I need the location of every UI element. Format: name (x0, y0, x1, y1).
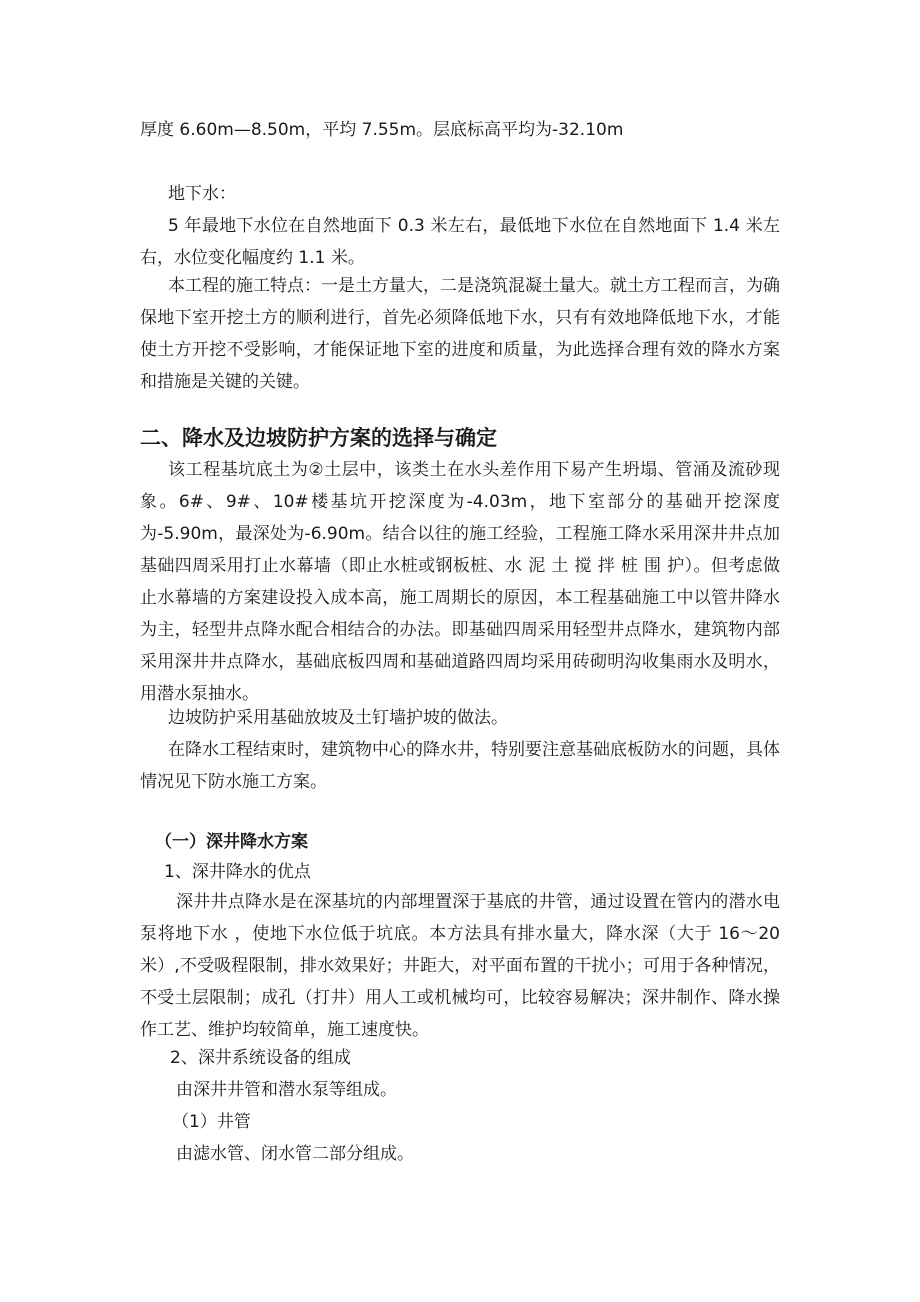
paragraph-slope: 边坡防护采用基础放坡及土钉墙护坡的做法。 (168, 708, 508, 728)
list-item-pipe: （1）井管 (172, 1112, 251, 1132)
paragraph-components: 由深井井管和潜水泵等组成。 (176, 1080, 397, 1100)
list-item-2: 2、深井系统设备的组成 (170, 1048, 351, 1068)
paragraph-pipe: 由滤水管、闭水管二部分组成。 (176, 1144, 414, 1164)
paragraph-groundwater: 5 年最地下水位在自然地面下 0.3 米左右，最低地下水位在自然地面下 1.4 米左右，水位变化幅度约 1.1 米。 (140, 216, 780, 268)
list-item-1: 1、深井降水的优点 (164, 862, 311, 882)
paragraph-scheme: 该工程基坑底土为②土层中，该类土在水头差作用下易产生坍塌、管涌及流砂现象。6#、9#、10#楼基坑开挖深度为-4.03m，地下室部分的基础开挖深度为-5.90m，最深处为-6.90m。结合以往的施工经验，工程施工降水采用深井井点加基础四周采用打止水幕墙（即止水桩或钢板桩、水 泥 土 搅 拌 桩 围 护）。但考虑做止水幕墙的方案建设投入成本高，施工周期长的原因，本工程基础施工中以管井降水为主，轻型井点降水配合相结合的办法。即基础四周采用轻型井点降水，建筑物内部采用深井井点降水，基础底板四周和基础道路四周均采用砖砌明沟收集雨水及明水，用潜水泵抽水。 (140, 460, 780, 704)
paragraph-end: 在降水工程结束时，建筑物中心的降水井，特别要注意基础底板防水的问题，具体情况见下防水施工方案。 (140, 740, 780, 792)
groundwater-label: 地下水： (168, 184, 236, 204)
paragraph-thickness: 厚度 6.60m—8.50m，平均 7.55m。层底标高平均为-32.10m (140, 120, 624, 140)
section-heading: 二、降水及边坡防护方案的选择与确定 (140, 426, 497, 450)
paragraph-features: 本工程的施工特点：一是土方量大，二是浇筑混凝土量大。就土方工程而言，为确保地下室开挖土方的顺利进行，首先必须降低地下水，只有有效地降低地下水，才能使土方开挖不受影响，才能保证地下室的进度和质量，为此选择合理有效的降水方案和措施是关键的关键。 (140, 276, 780, 392)
subsection-heading: （一）深井降水方案 (155, 832, 308, 852)
paragraph-advantage: 深井井点降水是在深基坑的内部埋置深于基底的井管，通过设置在管内的潜水电泵将地下水 ，使地下水位低于坑底。本方法具有排水量大，降水深（大于 16～20 米）,不受吸程限制，排水效果好；井距大，对平面布置的干扰小；可用于各种情况，不受土层限制；成孔（打井）用人工或机械均可，比较容易解决；深井制作、降水操作工艺、维护均较简单，施工速度快。 (140, 892, 780, 1040)
